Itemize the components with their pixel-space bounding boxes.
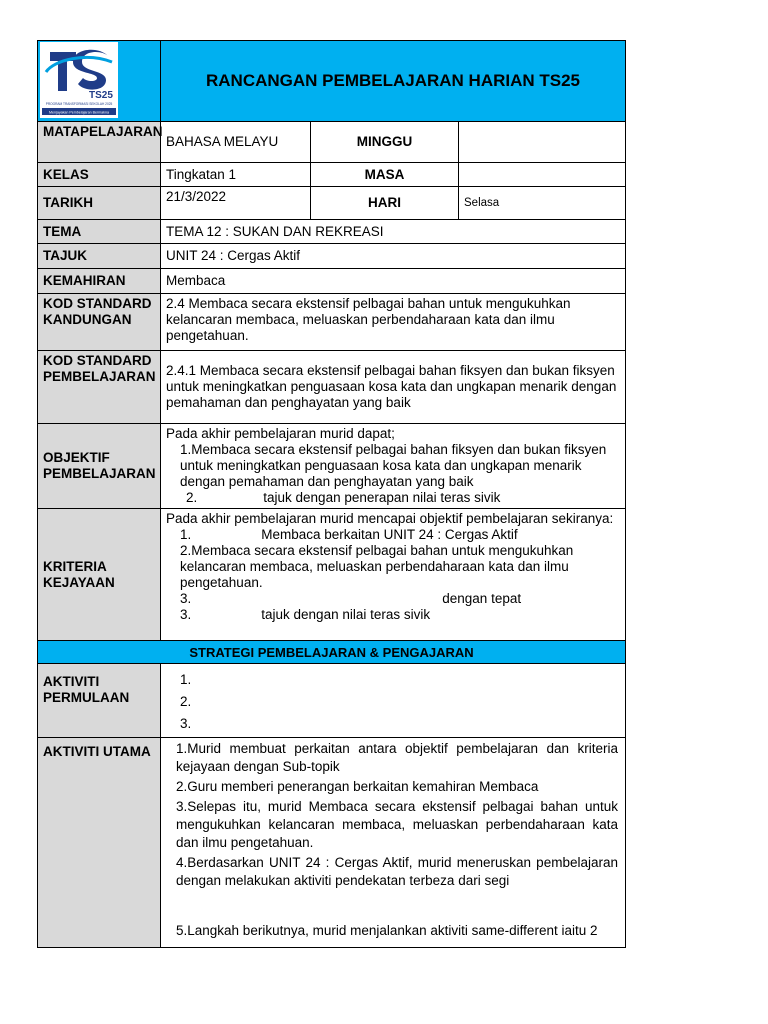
label-topic: TAJUK — [38, 244, 161, 269]
objective-item-2-num: 2. — [186, 490, 198, 505]
row-strategy — [38, 641, 626, 664]
label-week: MINGGU — [311, 122, 459, 163]
starter-item-1: 1. — [180, 672, 192, 687]
value-skill: Membaca — [161, 269, 626, 294]
label-day: HARI — [311, 187, 459, 220]
logo-caption-1: PROGRAM TRANSFORMASI SEKOLAH 2025 — [45, 102, 113, 106]
row-main-activity — [38, 738, 626, 948]
row-learning-standard — [38, 351, 626, 424]
row-content-standard — [38, 294, 626, 351]
main-item-3: 3.Selepas itu, murid Membaca secara ekstensif pelbagai bahan untuk mengukuhkan kelancaran membaca, meluaskan perbendaharaan kata dan ilmu pengetahuan. — [176, 799, 618, 850]
criteria-item-1-num: 1. — [180, 527, 192, 542]
criteria-item-3-num: 3. — [180, 591, 192, 606]
objective-item-2-text: tajuk dengan penerapan nilai teras sivik — [263, 490, 501, 505]
row-theme — [38, 220, 626, 244]
label-objective: OBJEKTIF PEMBELAJARAN — [38, 424, 161, 509]
value-theme: TEMA 12 : SUKAN DAN REKREASI — [161, 220, 626, 244]
criteria-item-4-num: 3. — [180, 607, 192, 622]
value-objective — [161, 424, 626, 509]
label-content-standard: KOD STANDARD KANDUNGAN — [38, 294, 161, 351]
main-item-5: 5.Langkah berikutnya, murid menjalankan aktiviti same-different iaitu 2 — [176, 923, 598, 938]
criteria-item-1-text: Membaca berkaitan UNIT 24 : Cergas Aktif — [261, 527, 518, 542]
criteria-intro: Pada akhir pembelajaran murid mencapai objektif pembelajaran sekiranya: — [166, 511, 614, 526]
starter-item-3: 3. — [180, 716, 192, 731]
label-main-activity: AKTIVITI UTAMA — [38, 738, 161, 948]
page-title: RANCANGAN PEMBELAJARAN HARIAN TS25 — [161, 41, 626, 122]
value-day: Selasa — [459, 187, 626, 220]
header-row — [38, 41, 626, 122]
row-objective — [38, 424, 626, 509]
criteria-item-4-text: tajuk dengan nilai teras sivik — [261, 607, 431, 622]
ts25-logo-icon — [40, 42, 118, 118]
value-date: 21/3/2022 — [161, 187, 311, 220]
criteria-item-1 — [166, 527, 620, 543]
main-item-4: 4.Berdasarkan UNIT 24 : Cergas Aktif, murid meneruskan pembelajaran dengan melakukan aktiviti pendekatan terbeza dari segi — [176, 855, 618, 888]
value-content-standard: 2.4 Membaca secara ekstensif pelbagai bahan untuk mengukuhkan kelancaran membaca, meluaskan perbendaharaan kata dan ilmu pengetahuan. — [161, 294, 626, 351]
value-learning-standard: 2.4.1 Membaca secara ekstensif pelbagai bahan fiksyen dan bukan fiksyen untuk meningkatkan penguasaan kosa kata dan ungkapan menarik dengan pemahaman dan penghayatan yang baik — [161, 351, 626, 424]
value-criteria — [161, 509, 626, 641]
row-criteria — [38, 509, 626, 641]
starter-item-2: 2. — [180, 694, 192, 709]
criteria-item-3-text: dengan tepat — [442, 591, 522, 606]
row-class — [38, 163, 626, 187]
row-starter — [38, 664, 626, 738]
criteria-item-4 — [166, 607, 620, 623]
row-topic — [38, 244, 626, 269]
criteria-item-2: 2.Membaca secara ekstensif pelbagai bahan untuk mengukuhkan kelancaran membaca, meluaskan perbendaharaan kata dan ilmu pengetahuan. — [180, 543, 574, 590]
main-item-1: 1.Murid membuat perkaitan antara objektif pembelajaran dan kriteria kejayaan dengan Sub-topik — [176, 741, 618, 774]
value-class: Tingkatan 1 — [161, 163, 311, 187]
label-skill: KEMAHIRAN — [38, 269, 161, 294]
strategy-heading: STRATEGI PEMBELAJARAN & PENGAJARAN — [38, 641, 626, 664]
label-subject: MATAPELAJARAN — [38, 122, 161, 163]
label-learning-standard: KOD STANDARD PEMBELAJARAN — [38, 351, 161, 424]
row-date — [38, 187, 626, 220]
logo-number: TS25 — [89, 90, 113, 101]
label-class: KELAS — [38, 163, 161, 187]
logo-caption-2: Menjayakan Pembelajaran Bermakna — [49, 110, 109, 115]
row-skill — [38, 269, 626, 294]
value-main-activity — [161, 738, 626, 948]
objective-intro: Pada akhir pembelajaran murid dapat; — [166, 426, 395, 441]
label-starter: AKTIVITI PERMULAAN — [38, 664, 161, 738]
label-time: MASA — [311, 163, 459, 187]
main-item-2: 2.Guru memberi penerangan berkaitan kemahiran Membaca — [176, 779, 539, 794]
logo-cell — [38, 41, 161, 122]
value-time — [459, 163, 626, 187]
objective-item-2 — [166, 490, 620, 506]
value-topic: UNIT 24 : Cergas Aktif — [161, 244, 626, 269]
value-subject: BAHASA MELAYU — [161, 122, 311, 163]
label-theme: TEMA — [38, 220, 161, 244]
value-starter — [161, 664, 626, 738]
row-subject — [38, 122, 626, 163]
label-criteria: KRITERIA KEJAYAAN — [38, 509, 161, 641]
label-date: TARIKH — [38, 187, 161, 220]
criteria-item-3 — [166, 591, 620, 607]
rph-form — [37, 40, 626, 948]
objective-item-1: 1.Membaca secara ekstensif pelbagai bahan fiksyen dan bukan fiksyen untuk meningkatkan penguasaan kosa kata dan ungkapan menarik dengan pemahaman dan penghayatan yang baik — [180, 442, 607, 489]
value-week — [459, 122, 626, 163]
